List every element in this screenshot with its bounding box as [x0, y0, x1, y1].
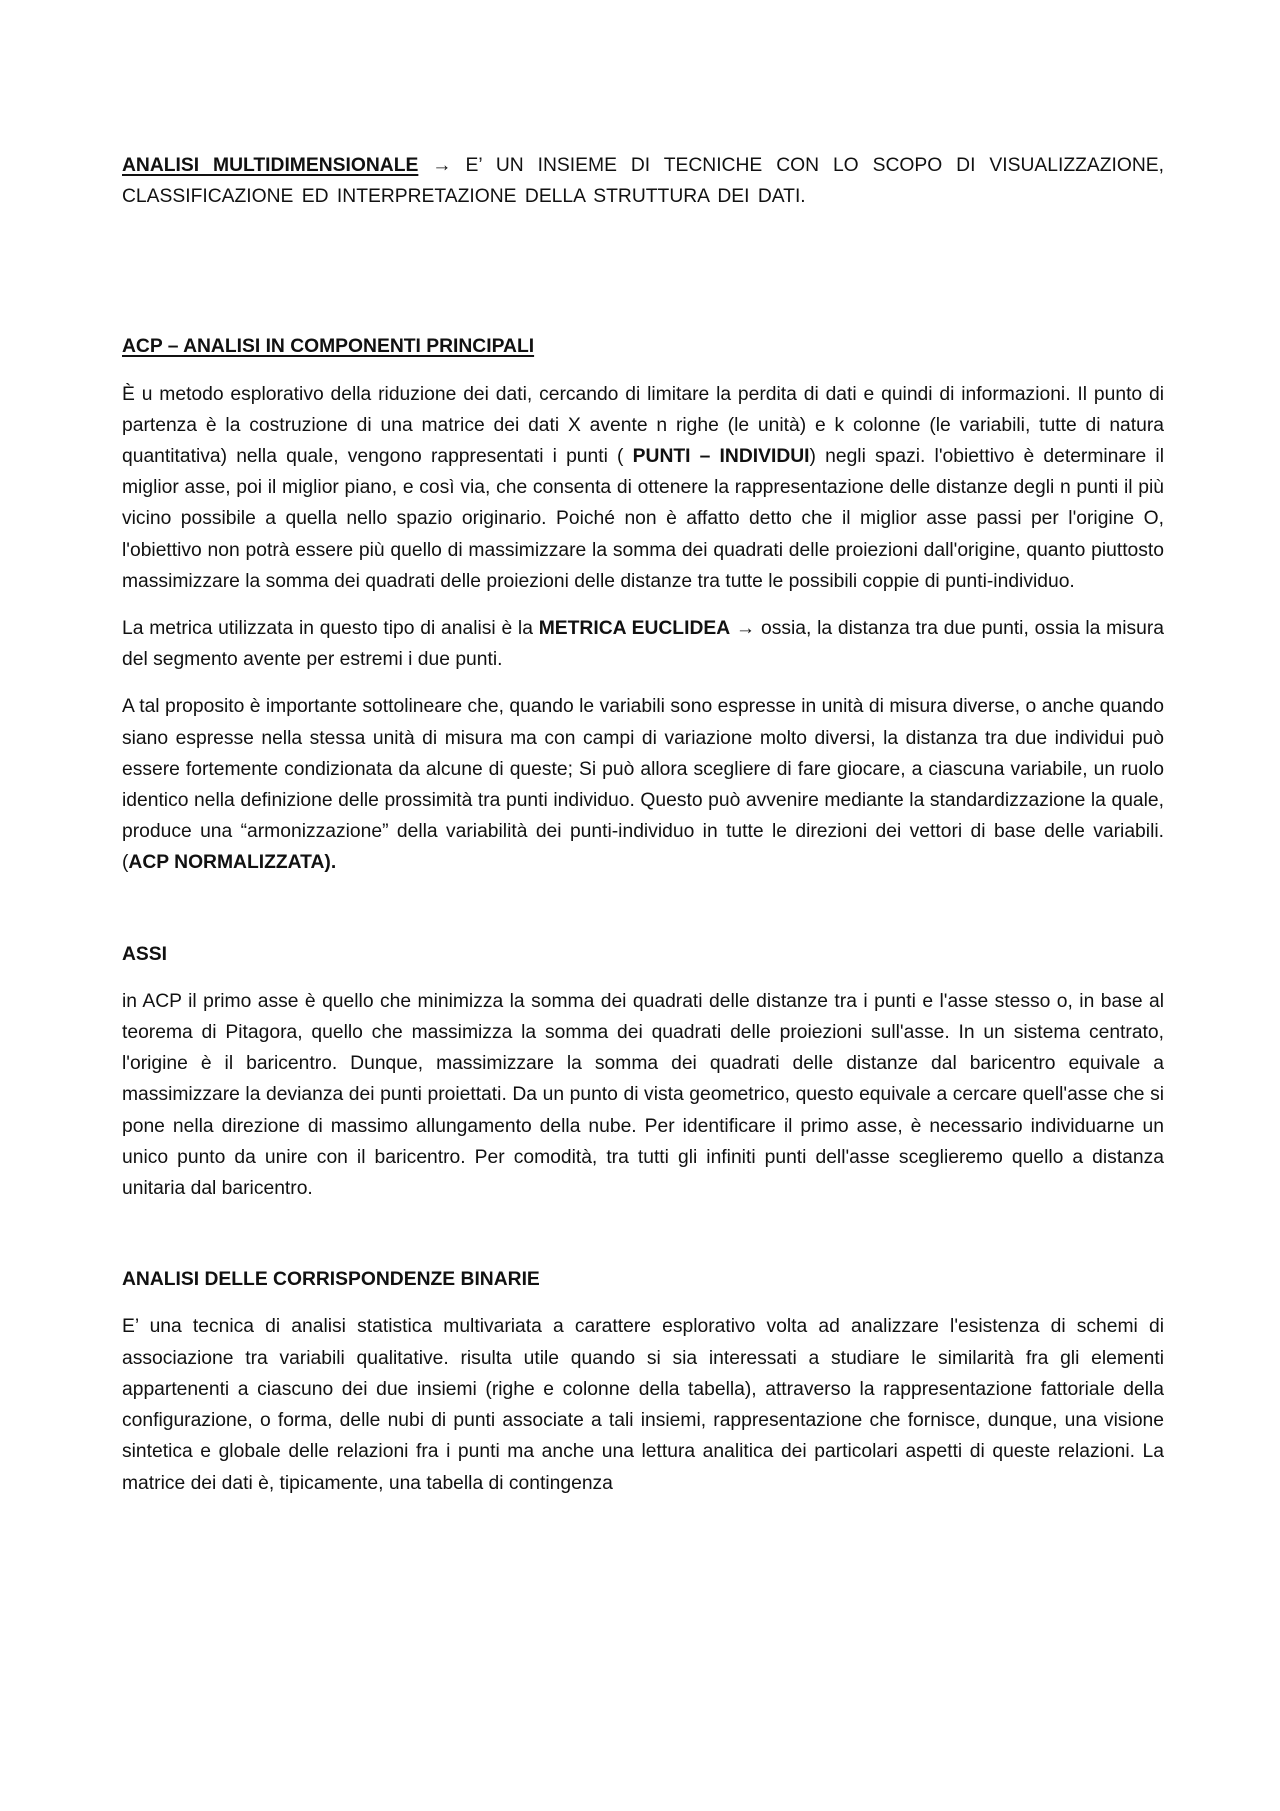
acp-p1-bold: PUNTI – INDIVIDUI — [632, 446, 810, 468]
acp-paragraph-1 — [122, 379, 1164, 597]
assi-heading: ASSI — [122, 943, 168, 965]
acp-p3-bold: ACP NORMALIZZATA). — [128, 852, 337, 874]
intro-term: ANALISI MULTIDIMENSIONALE — [122, 155, 419, 176]
acp-p1-text-b: ) negli spazi. l'obiettivo è determinare il miglior asse, poi il miglior piano, e così via, che consenta di ottenere la rappresentazione delle distanze degli n punti il più vicino possibile a quella nello spazio originario. Poiché non è affatto detto che il miglior asse passi per l'origine O, l'obiettivo non potrà essere più quello di massimizzare la somma dei quadrati delle proiezioni dall'origine, quanto piuttosto massimizzare la somma dei quadrati delle proiezioni delle distanze tra tutte le possibili coppie di punti-individuo. — [122, 446, 1164, 592]
acp-p2-bold: METRICA EUCLIDEA — [538, 618, 731, 640]
assi-paragraph: in ACP il primo asse è quello che minimizza la somma dei quadrati delle distanze tra i punti e l'asse stesso o, in base al teorema di Pitagora, quello che massimizza la somma dei quadrati delle proiezioni sull'asse. In un sistema centrato, l'origine è il baricentro. Dunque, massimizzare la somma dei quadrati delle distanze dal baricentro equivale a massimizzare la devianza dei punti proiettati. Da un punto di vista geometrico, questo equivale a cercare quell'asse che si pone nella direzione di massimo allungamento della nube. Per identificare il primo asse, è necessario individuarne un unico punto da unire con il baricentro. Per comodità, tra tutti gli infiniti punti dell'asse sceglieremo quello a distanza unitaria dal baricentro. — [122, 990, 1164, 1200]
acb-paragraph: E’ una tecnica di analisi statistica multivariata a carattere esplorativo volta ad analizzare l'esistenza di schemi di associazione tra variabili qualitative. risulta utile quando si sia interessati a studiare le similarità fra gli elementi appartenenti a ciascuno dei due insiemi (righe e colonne della tabella), attraverso la rappresentazione fattoriale della configurazione, o forma, delle nubi di punti associate a tali insiemi, rappresentazione che fornisce, dunque, una visione sintetica e globale delle relazioni fra i punti ma anche una lettura analitica dei particolari aspetti di queste relazioni. La matrice dei dati è, tipicamente, una tabella di contingenza — [122, 1316, 1164, 1494]
intro-definition: E’ UN INSIEME DI TECNICHE CON LO SCOPO DI VISUALIZZAZIONE, CLASSIFICAZIONE ED INTERPRETAZIONE DELLA STRUTTURA DEI DATI. — [122, 155, 1165, 208]
acp-paragraph-3 — [122, 691, 1164, 878]
acp-heading: ACP – ANALISI IN COMPONENTI PRINCIPALI — [122, 336, 535, 358]
acp-p1-text-a: È u metodo esplorativo della riduzione dei dati, cercando di limitare la perdita di dati e quindi di informazioni. Il punto di partenza è la costruzione di una matrice dei dati X avente n righe (le unità) e k colonne (le variabili, tutte di natura quantitativa) nella quale, vengono rappresentati i punti ( — [122, 383, 1164, 468]
acp-p3-text-a: A tal proposito è importante sottolineare che, quando le variabili sono espresse in unità di misura diverse, o anche quando siano espresse nella stessa unità di misura ma con campi di variazione molto diversi, la distanza tra due individui può essere fortemente condizionata da alcune di queste; Si può allora scegliere di fare giocare, a ciascuna variabile, un ruolo identico nella definizione delle prossimità tra punti individuo. Questo può avvenire mediante la standardizzazione la quale, produce una “armonizzazione” della variabilità dei punti-individuo in tutte le direzioni dei vettori di base delle variabili. ( — [122, 696, 1164, 874]
document-page — [122, 150, 1164, 1499]
intro-paragraph — [122, 150, 1164, 212]
acb-heading: ANALISI DELLE CORRISPONDENZE BINARIE — [122, 1269, 540, 1291]
acp-p2-text-b: ossia, la distanza tra due punti, ossia la misura del segmento avente per estremi i due punti. — [122, 618, 1164, 671]
acp-p2-text-a: La metrica utilizzata in questo tipo di analisi è la — [122, 618, 533, 640]
acp-paragraph-2 — [122, 613, 1164, 675]
arrow-right-icon: → — [432, 155, 452, 176]
arrow-right-icon: → — [735, 618, 756, 640]
